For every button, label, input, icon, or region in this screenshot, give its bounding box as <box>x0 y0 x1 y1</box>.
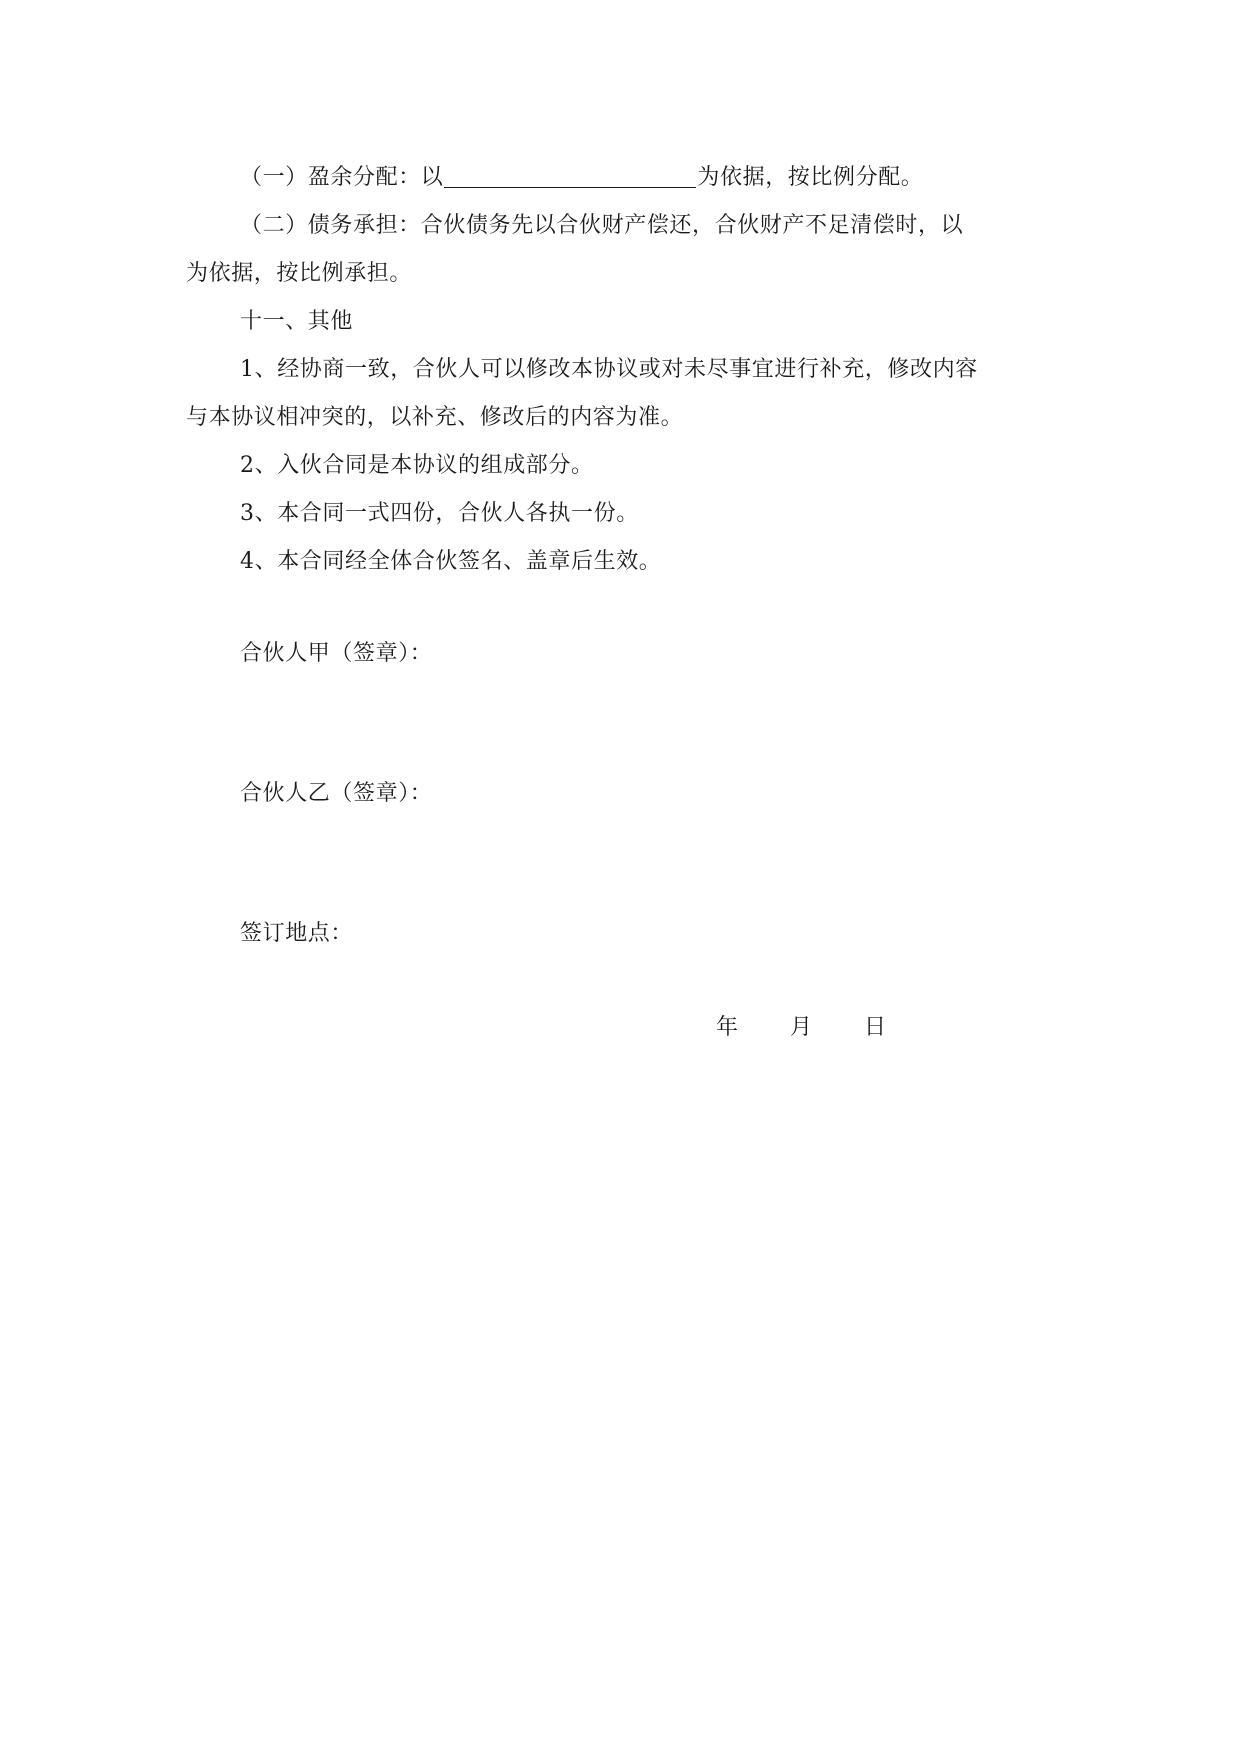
signing-place-label: 签订地点： <box>240 921 354 946</box>
profit-distribution-paragraph <box>240 162 923 194</box>
profit-basis-blank <box>444 165 696 188</box>
section-11-heading: 十一、其他 <box>240 309 354 334</box>
partner-a-signature-label: 合伙人甲（签章）： <box>240 641 433 666</box>
item-2: 2、入伙合同是本协议的组成部分。 <box>240 453 594 478</box>
item-3: 3、本合同一式四份，合伙人各执一份。 <box>240 501 639 526</box>
item-1-line-2: 与本协议相冲突的，以补充、修改后的内容为准。 <box>186 405 684 430</box>
item-4: 4、本合同经全体合伙签名、盖章后生效。 <box>240 549 662 574</box>
debt-paragraph-line-1: （二）债务承担：合伙债务先以合伙财产偿还，合伙财产不足清偿时，以 <box>240 213 964 238</box>
date-day: 日 <box>864 1015 887 1040</box>
profit-distribution-prefix: （一）盈余分配：以 <box>240 165 444 190</box>
item-1-line-1: 1、经协商一致，合伙人可以修改本协议或对未尽事宜进行补充，修改内容 <box>240 357 978 382</box>
date-year: 年 <box>716 1015 739 1040</box>
debt-paragraph-line-2: 为依据，按比例承担。 <box>186 261 413 286</box>
signing-date <box>716 1012 886 1044</box>
date-month: 月 <box>790 1015 813 1040</box>
profit-distribution-suffix: 为依据，按比例分配。 <box>697 165 924 190</box>
partner-b-signature-label: 合伙人乙（签章）： <box>240 781 433 806</box>
